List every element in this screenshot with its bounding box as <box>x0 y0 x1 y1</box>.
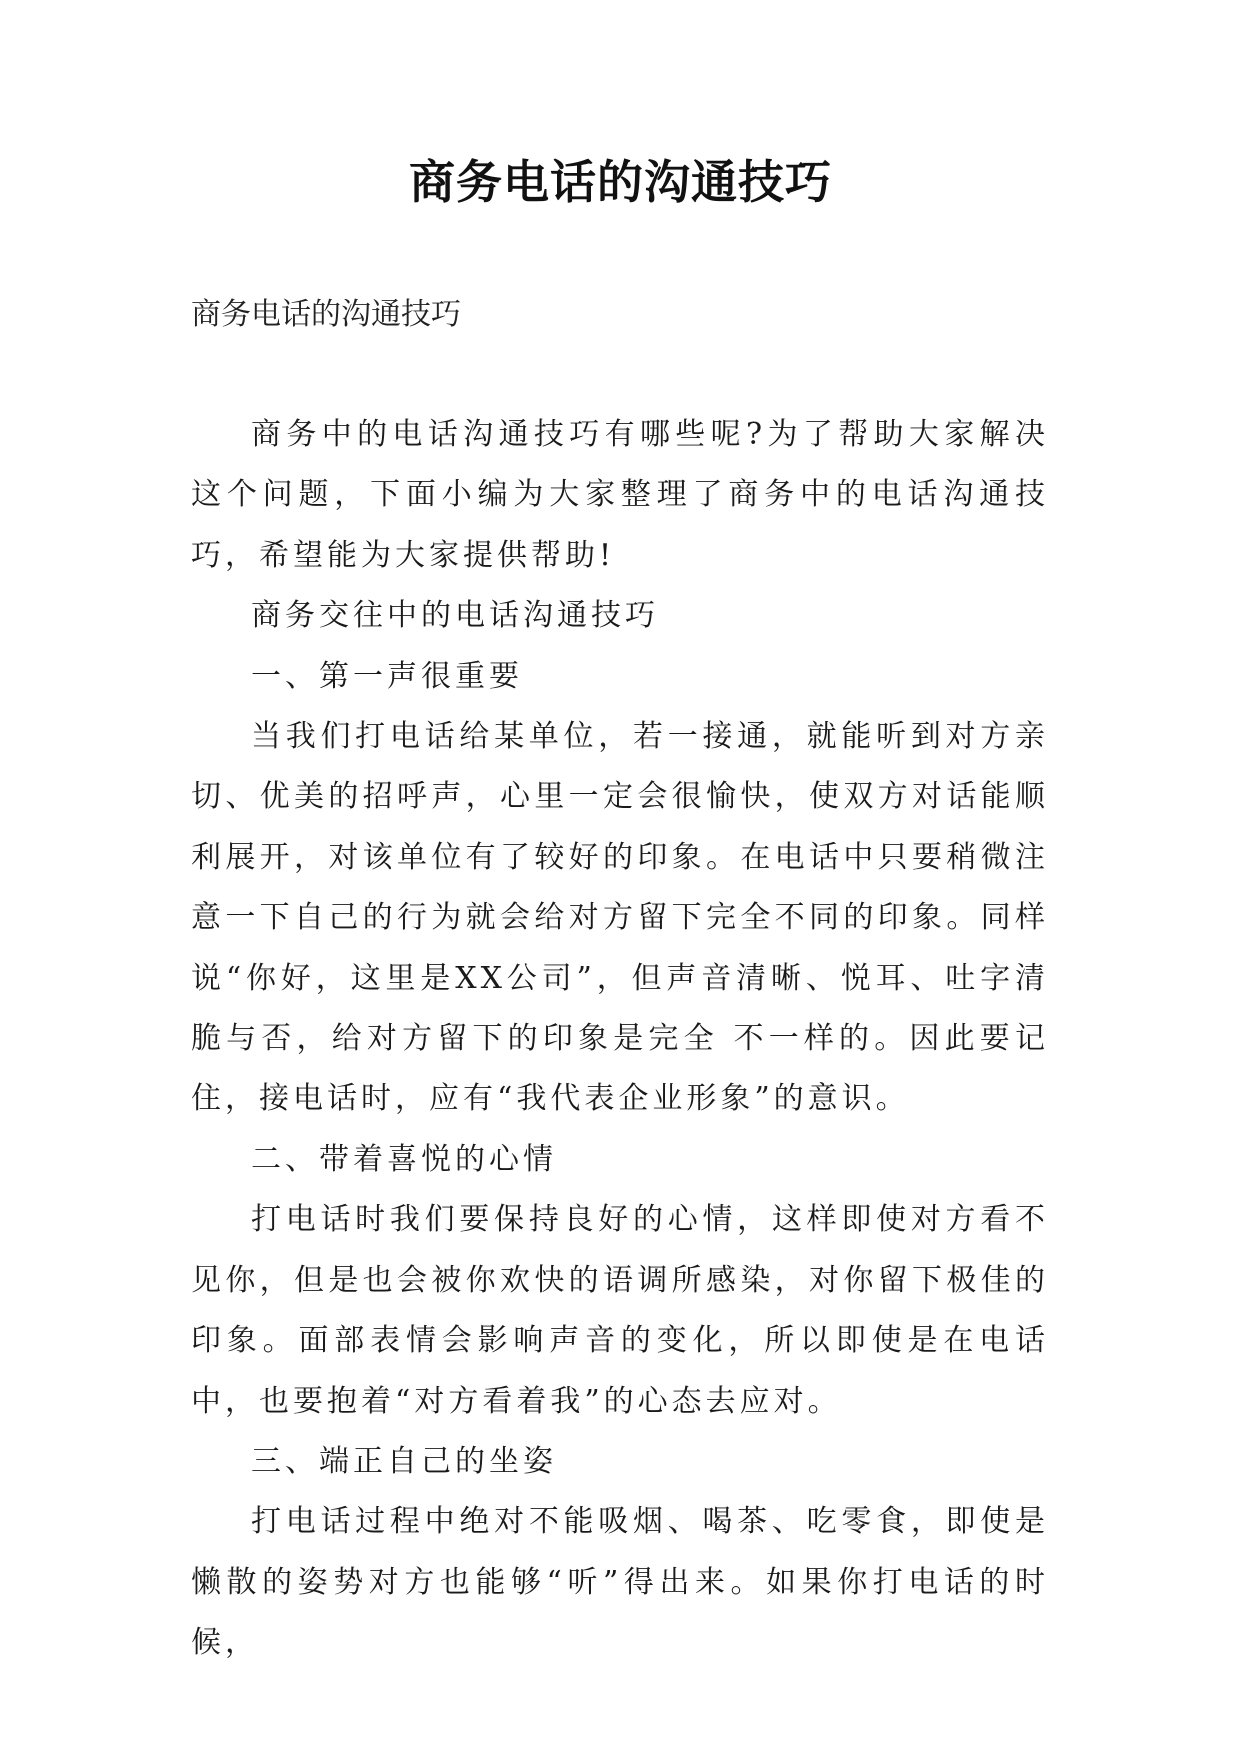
section-heading-2: 二、带着喜悦的心情 <box>251 1141 557 1177</box>
paragraph-1: 当我们打电话给某单位，若一接通，就能听到对方亲切、优美的招呼声，心里一定会很愉快，使双方对话能顺利展开，对该单位有了较好的印象。在电话中只要稍微注意一下自己的行为就会给对方留下完全不同的印象。同样说“你好，这里是XX公司”，但声音清晰、悦耳、吐字清脆与否，给对方留下的印象是完全 不一样的。因此要记住，接电话时，应有“我代表企业形象”的意识。 <box>191 719 1049 1117</box>
document-body <box>191 405 1049 1674</box>
paragraph-2: 打电话时我们要保持良好的心情，这样即使对方看不见你，但是也会被你欢快的语调所感染，对你留下极佳的印象。面部表情会影响声音的变化，所以即使是在电话中，也要抱着“对方看着我”的心态去应对。 <box>191 1202 1049 1419</box>
document-subtitle: 商务电话的沟通技巧 <box>191 297 461 332</box>
section-heading-1: 一、第一声很重要 <box>251 658 523 694</box>
section-heading: 商务交往中的电话沟通技巧 <box>251 598 659 634</box>
paragraph-intro: 商务中的电话沟通技巧有哪些呢?为了帮助大家解决这个问题，下面小编为大家整理了商务中的电话沟通技巧，希望能为大家提供帮助! <box>191 417 1049 573</box>
section-heading-3: 三、端正自己的坐姿 <box>251 1443 557 1479</box>
document-title: 商务电话的沟通技巧 <box>409 155 832 209</box>
paragraph-3: 打电话过程中绝对不能吸烟、喝茶、吃零食，即使是懒散的姿势对方也能够“听”得出来。如果你打电话的时候， <box>191 1504 1049 1661</box>
